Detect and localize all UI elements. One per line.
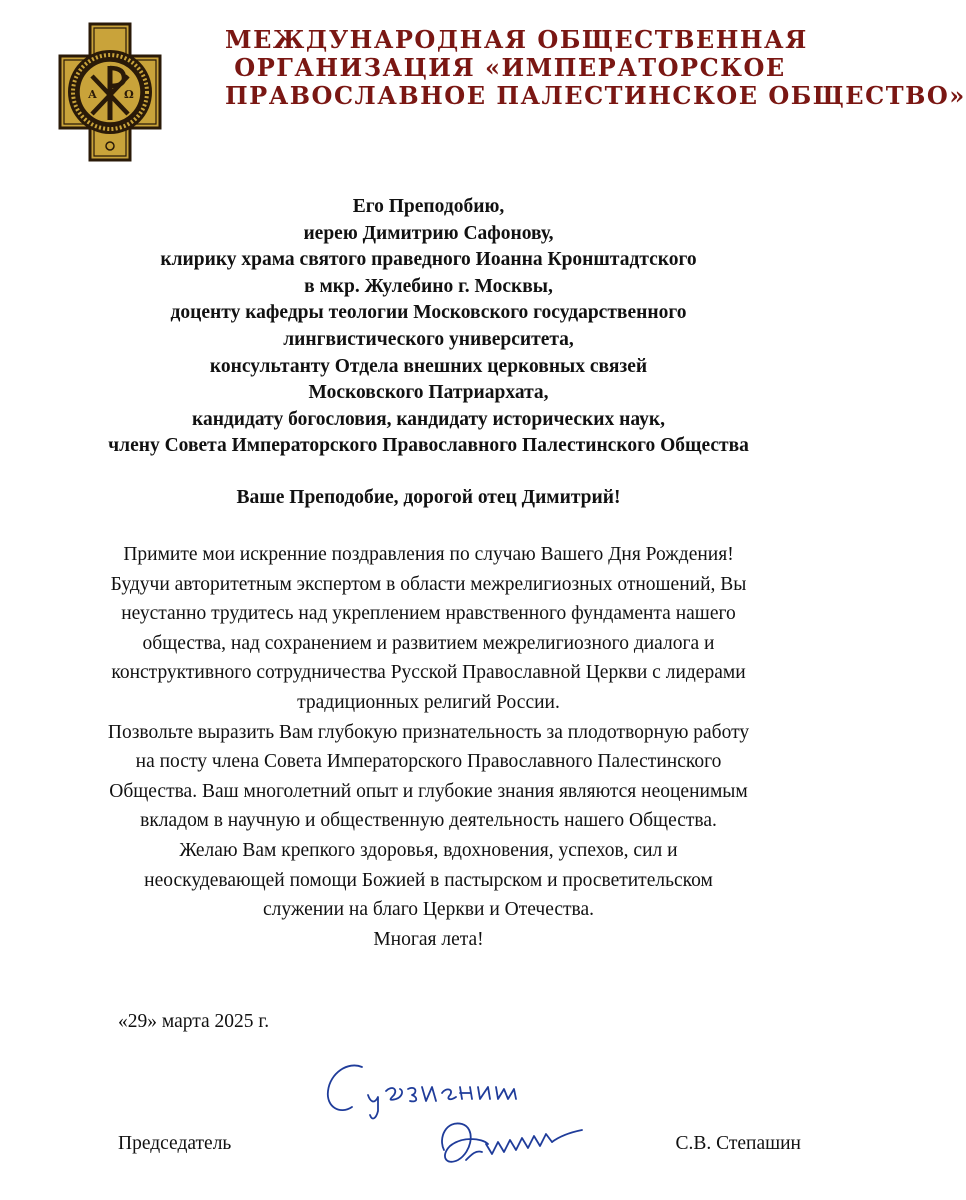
org-title-line-1: МЕЖДУНАРОДНАЯ ОБЩЕСТВЕННАЯ (225, 25, 808, 54)
addressee-line: Московского Патриархата, (308, 382, 549, 404)
society-emblem-icon (58, 22, 162, 162)
signatory-role: Председатель (118, 1133, 232, 1154)
addressee-line: доценту кафедры теологии Московского государственного (170, 302, 687, 324)
emblem-alpha: А (88, 88, 97, 101)
body-line: Позвольте выразить Вам глубокую признательность за плодотворную работу (107, 721, 750, 743)
body-line: конструктивного сотрудничества Русской Православной Церкви с лидерами (111, 662, 746, 684)
salutation: Ваше Преподобие, дорогой отец Димитрий! (236, 487, 621, 508)
body-line: Примите мои искренние поздравления по случаю Вашего Дня Рождения! (123, 544, 734, 565)
addressee-line: лингвистического университета, (283, 328, 574, 350)
letter-body (20, 540, 837, 954)
chairman-signature (432, 1110, 592, 1170)
emblem-omega: Ω (124, 88, 134, 101)
body-line: Многая лета! (373, 928, 484, 950)
addressee-line: иерею Димитрию Сафонову, (303, 222, 554, 244)
body-line: неоскудевающей помощи Божией в пастырском и просветительском (144, 869, 713, 891)
org-title-line-3: ПРАВОСЛАВНОЕ ПАЛЕСТИНСКОЕ ОБЩЕСТВО» (225, 81, 966, 110)
letter-date: «29» марта 2025 г. (118, 1011, 270, 1032)
org-title-line-2: ОРГАНИЗАЦИЯ «ИМПЕРАТОРСКОЕ (234, 53, 786, 82)
body-line: неустанно трудитесь над укреплением нравственного фундамента нашего (121, 603, 736, 625)
signatory-name: С.В. Степашин (675, 1133, 801, 1154)
addressee-line: клирику храма святого праведного Иоанна Кронштадтского (160, 249, 697, 271)
body-line: вкладом в научную и общественную деятельность нашего Общества. (140, 810, 717, 832)
addressee-block (20, 194, 837, 460)
addressee-line: члену Совета Императорского Православного Палестинского Общества (108, 435, 749, 457)
body-line: служении на благо Церкви и Отечества. (262, 899, 595, 921)
addressee-line: Его Преподобию, (352, 196, 505, 217)
body-line: на посту члена Совета Императорского Православного Палестинского (135, 751, 722, 773)
body-line: традиционных религий России. (297, 691, 560, 713)
body-line: Будучи авторитетным экспертом в области межрелигиозных отношений, Вы (110, 573, 747, 595)
addressee-line: кандидату богословия, кандидату исторических наук, (192, 408, 665, 430)
body-line: Желаю Вам крепкого здоровья, вдохновения, успехов, сил и (179, 839, 678, 861)
body-line: Общества. Ваш многолетний опыт и глубокие знания являются неоценимым (109, 780, 748, 802)
body-line: общества, над сохранением и развитием межрелигиозного диалога и (142, 632, 715, 654)
organization-title (225, 25, 966, 110)
addressee-line: в мкр. Жулебино г. Москвы, (304, 275, 553, 297)
addressee-line: консультанту Отдела внешних церковных связей (209, 355, 648, 377)
